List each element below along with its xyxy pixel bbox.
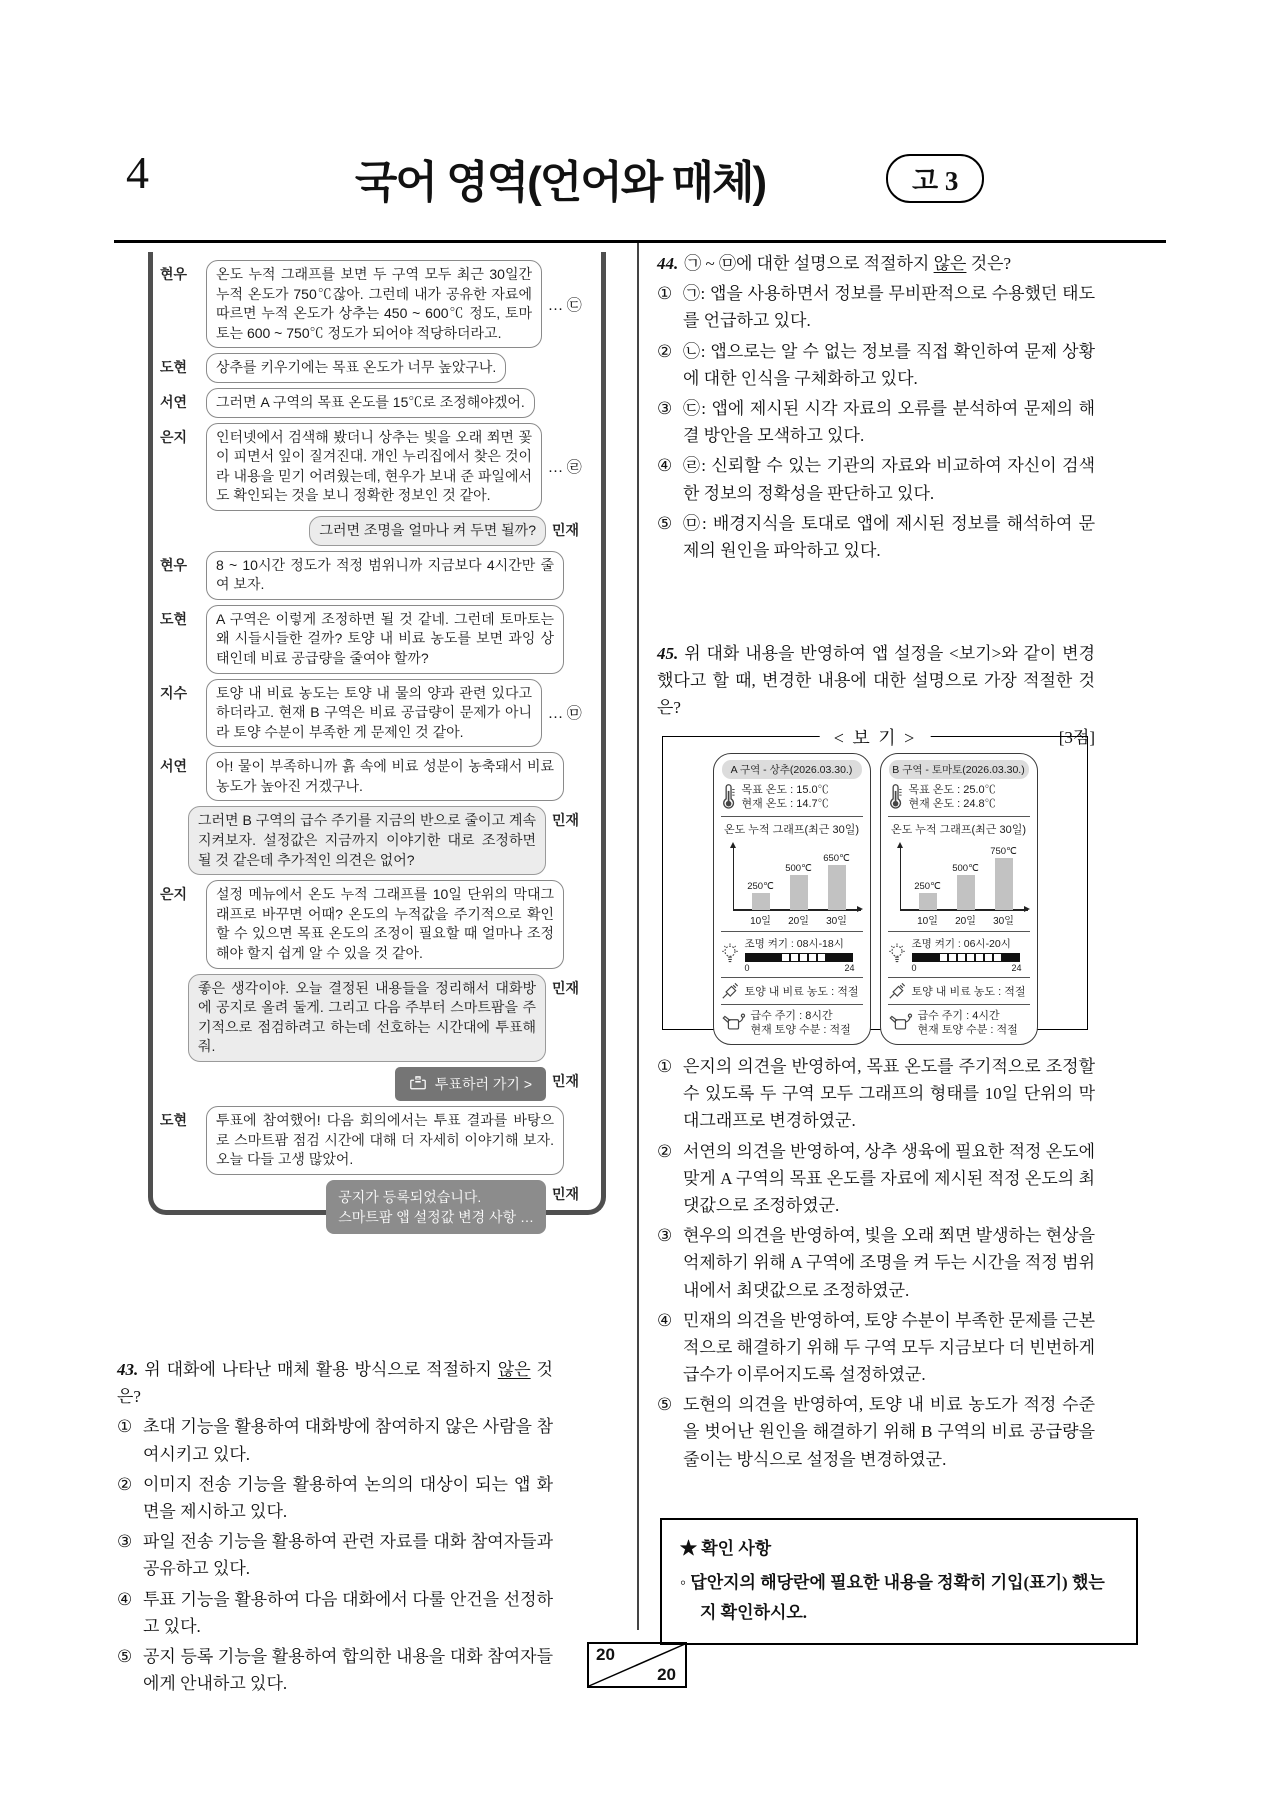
divider — [721, 1004, 863, 1005]
light-schedule: 조명 켜기 : 08시-18시 — [744, 937, 844, 950]
answer-option — [657, 395, 1095, 449]
divider — [888, 931, 1030, 932]
scale-end: 24 — [844, 962, 855, 973]
option-number: ⑤ — [657, 513, 673, 533]
question-number: 43. — [117, 1360, 139, 1379]
syringe-icon — [721, 982, 739, 1000]
light-segment — [921, 953, 930, 962]
sender-label: 현우 — [160, 556, 188, 573]
chat-bubble: 8 ~ 10시간 정도가 적정 범위니까 지금보다 4시간만 줄여 보자. — [206, 551, 564, 600]
chat-message — [160, 260, 596, 348]
light-segment — [790, 953, 799, 962]
chat-message — [160, 423, 596, 511]
light-segment — [781, 953, 790, 962]
current-temp: 현재 온도 : 24.8℃ — [908, 798, 996, 811]
check-box-item: ◦ 답안지의 해당란에 필요한 내용을 정확히 기입(표기) 했는지 확인하시오. — [680, 1572, 1105, 1622]
panel-title: B 구역 - 토마토(2026.03.30.) — [889, 760, 1029, 779]
sender-label: 서연 — [160, 758, 188, 775]
bar-value-label: 250℃ — [747, 880, 774, 892]
bar-category-label: 10일 — [750, 915, 771, 927]
margin-annotation: … ㉢ — [548, 297, 582, 314]
app-panels — [663, 753, 1087, 1045]
thermometer-icon — [721, 784, 736, 810]
bar-value-label: 500℃ — [952, 862, 979, 874]
question-stem — [657, 250, 1095, 277]
bar-category-label: 20일 — [788, 915, 809, 927]
option-number: ⑤ — [117, 1646, 133, 1666]
bar-value-label: 650℃ — [823, 852, 850, 864]
watering-can-icon — [721, 1013, 745, 1032]
chat-bubble: 인터넷에서 검색해 봤더니 상추는 빛을 오래 쬐면 꽃이 피면서 잎이 질겨진대. 개인 누리집에서 찾은 것이라 내용을 믿기 어려웠는데, 현우가 보내 준 파일에서도 확인되는 것을 보니 정확한 정보인 것 같아. — [206, 423, 542, 511]
stem-underline: 않은 — [497, 1360, 531, 1379]
answer-option — [117, 1643, 553, 1697]
sender-label: 민재 — [552, 521, 580, 538]
margin-annotation: … ㉤ — [548, 706, 582, 723]
watering-can-icon — [888, 1013, 912, 1032]
notice-line: 공지가 등록되었습니다. — [338, 1188, 482, 1205]
check-box-title: ★ 확인 사항 — [680, 1539, 772, 1558]
option-number: ③ — [657, 1226, 673, 1246]
option-number: ① — [657, 1057, 673, 1076]
option-number: ④ — [117, 1589, 133, 1609]
notice-banner — [326, 1180, 546, 1235]
light-segment — [754, 953, 763, 962]
chat-message — [160, 974, 596, 1062]
option-text: 투표 기능을 활용하여 다음 대화에서 다룰 안건을 선정하고 있다. — [143, 1589, 553, 1636]
sender-label: 민재 — [552, 979, 580, 996]
page-marker — [587, 1642, 687, 1688]
light-segment — [912, 953, 921, 962]
divider — [721, 931, 863, 932]
column-divider — [637, 243, 639, 1630]
sender-label: 민재 — [552, 1073, 580, 1089]
option-number: ④ — [657, 456, 673, 476]
light-segment — [844, 953, 853, 962]
answer-option — [657, 338, 1095, 392]
app-panel-a — [713, 753, 871, 1045]
target-temp: 목표 온도 : 15.0℃ — [741, 784, 829, 796]
light-segments — [912, 953, 1022, 962]
graph-title: 온도 누적 그래프(최근 30일) — [891, 823, 1026, 836]
check-box — [660, 1518, 1138, 1645]
question-44 — [657, 250, 1095, 564]
bogi-label: < 보 기 > — [820, 724, 931, 750]
sender-label: 은지 — [160, 428, 188, 445]
option-number: ④ — [657, 1310, 673, 1330]
graph-title: 온도 누적 그래프(최근 30일) — [724, 823, 859, 836]
stem-text: 위 대화에 나타난 매체 활용 방식으로 적절하지 — [144, 1360, 498, 1379]
sender-label: 도현 — [160, 610, 188, 627]
light-segment — [975, 953, 984, 962]
chat-message — [160, 388, 596, 418]
light-segment — [948, 953, 957, 962]
question-number: 45. — [657, 644, 679, 663]
light-segment — [799, 953, 808, 962]
chart-bar — [995, 858, 1013, 910]
option-text: 은지의 의견을 반영하여, 목표 온도를 주기적으로 조정할 수 있도록 두 구역 모두 그래프의 형태를 10일 단위의 막대그래프로 변경하였군. — [683, 1057, 1095, 1131]
y-axis — [733, 845, 735, 911]
chat-bubble: 그러면 조명을 얼마나 켜 두면 될까? — [309, 516, 546, 546]
question-stem — [657, 640, 1095, 722]
option-number: ② — [657, 1141, 673, 1161]
option-text: 현우의 의견을 반영하여, 빛을 오래 쬐면 발생하는 현상을 억제하기 위해 A 구역에 조명을 켜 두는 시간을 적정 범위 내에서 최댓값으로 조정하였군. — [683, 1226, 1095, 1300]
option-text: 초대 기능을 활용하여 대화방에 참여하지 않은 사람을 참여시키고 있다. — [143, 1417, 553, 1464]
question-stem — [117, 1356, 553, 1410]
divider — [888, 977, 1030, 978]
target-temp: 목표 온도 : 25.0℃ — [908, 784, 996, 796]
chat-message — [160, 880, 596, 968]
vote-row — [160, 1067, 596, 1101]
fertilizer-status: 토양 내 비료 농도 : 적절 — [911, 985, 1026, 998]
chat-message — [160, 1106, 596, 1175]
panel-title: A 구역 - 상추(2026.03.30.) — [722, 760, 862, 779]
option-text: ㉡: 앱으로는 알 수 없는 정보를 직접 확인하여 문제 상황에 대한 인식을 구체화하고 있다. — [683, 341, 1095, 388]
answer-option — [657, 280, 1095, 334]
header-rule — [114, 240, 1166, 243]
answer-option — [657, 510, 1095, 564]
light-segment — [1011, 953, 1020, 962]
light-segment — [763, 953, 772, 962]
chat-message — [160, 679, 596, 748]
option-text: 공지 등록 기능을 활용하여 합의한 내용을 대화 참여자들에게 안내하고 있다. — [143, 1646, 553, 1694]
chart-bar — [828, 865, 846, 910]
sender-label: 도현 — [160, 359, 188, 376]
bar-value-label: 500℃ — [785, 862, 812, 874]
light-segment — [1002, 953, 1011, 962]
chat-message — [160, 752, 596, 801]
bar-category-label: 30일 — [826, 915, 847, 927]
page-marker-left: 20 — [596, 1645, 615, 1664]
chat-bubble: 아! 물이 부족하니까 흙 속에 비료 성분이 농축돼서 비료 농도가 높아진 거겠구나. — [206, 752, 564, 801]
answer-option — [657, 1138, 1095, 1220]
chart-bar — [957, 875, 975, 910]
chat-message — [160, 605, 596, 674]
chat-bubble: 좋은 생각이야. 오늘 결정된 내용들을 정리해서 대화방에 공지로 올려 둘게. 그리고 다음 주부터 스마트팜을 주기적으로 점검하려고 하는데 선호하는 시간대에 투표해 줘. — [188, 974, 546, 1062]
divider — [721, 977, 863, 978]
chat-message — [160, 516, 596, 546]
chat-bubble: 그러면 A 구역의 목표 온도를 15℃로 조정해야겠어. — [206, 388, 535, 418]
chat-bubble: 온도 누적 그래프를 보면 두 구역 모두 최근 30일간 누적 온도가 750℃잖아. 그런데 내가 공유한 자료에 따르면 누적 온도가 상추는 450 ~ 600℃ 정도, 토마토는 600 ~ 750℃ 정도가 되어야 적당하더라고. — [206, 260, 542, 348]
chat-message — [160, 551, 596, 600]
option-text: ㉣: 신뢰할 수 있는 기관의 자료와 비교하여 자신이 검색한 정보의 정확성을 판단하고 있다. — [683, 456, 1095, 503]
sender-label: 서연 — [160, 393, 188, 410]
stem-text: ㉠ ~ ㉤에 대한 설명으로 적절하지 — [684, 254, 934, 273]
sender-label: 지수 — [160, 684, 188, 701]
answer-option — [117, 1471, 553, 1525]
option-text: 서연의 의견을 반영하여, 상추 생육에 필요한 적정 온도에 맞게 A 구역의 목표 온도를 자료에 제시된 적정 온도의 최댓값으로 조정하였군. — [683, 1141, 1095, 1215]
light-segment — [966, 953, 975, 962]
answer-option — [117, 1528, 553, 1582]
page-marker-right: 20 — [657, 1665, 676, 1684]
notice-line: 스마트팜 앱 설정값 변경 사항 … — [338, 1209, 534, 1226]
option-text: ㉠: 앱을 사용하면서 정보를 무비판적으로 수용했던 태도를 언급하고 있다. — [683, 284, 1095, 331]
stem-text: 것은? — [966, 254, 1012, 273]
option-number: ① — [117, 1417, 133, 1437]
chat-bubble: 토양 내 비료 농도는 토양 내 물의 양과 관련 있다고 하더라고. 현재 B 구역은 비료 공급량이 문제가 아니라 토양 수분이 부족한 게 문제인 것 같아. — [206, 679, 542, 748]
chat-bubble: A 구역은 이렇게 조정하면 될 것 같네. 그런데 토마토는 왜 시들시들한 걸까? 토양 내 비료 농도를 보면 과잉 상태인데 비료 공급량을 줄여야 할까? — [206, 605, 564, 674]
chart-bar — [919, 893, 937, 910]
option-number: ③ — [117, 1532, 133, 1552]
option-text: 도현의 의견을 반영하여, 토양 내 비료 농도가 적정 수준을 벗어난 원인을 해결하기 위해 B 구역의 비료 공급량을 줄이는 방식으로 설정을 변경하였군. — [683, 1395, 1095, 1469]
stem-underline: 않은 — [933, 254, 967, 273]
soil-moisture: 현재 토양 수분 : 적절 — [750, 1023, 851, 1036]
light-segments — [745, 953, 855, 962]
stem-text: 위 대화 내용을 반영하여 앱 설정을 <보기>와 같이 변경했다고 할 때, 변경한 내용에 대한 설명으로 가장 적절한 것은? — [657, 644, 1095, 718]
option-text: 민재의 의견을 반영하여, 토양 수분이 부족한 문제를 근본적으로 해결하기 위해 두 구역 모두 지금보다 더 빈번하게 급수가 이루어지도록 설정하였군. — [683, 1310, 1095, 1385]
chat-window — [148, 252, 606, 1226]
chat-message — [160, 353, 596, 383]
current-temp: 현재 온도 : 14.7℃ — [741, 798, 829, 811]
option-number: ③ — [657, 398, 673, 418]
option-number: ⑤ — [657, 1395, 673, 1415]
scale-end: 24 — [1011, 962, 1022, 973]
sender-label: 현우 — [160, 266, 188, 282]
sender-label: 은지 — [160, 886, 188, 903]
water-cycle: 급수 주기 : 8시간 — [750, 1009, 833, 1022]
bar-value-label: 250℃ — [914, 880, 941, 892]
margin-annotation: … ㉣ — [548, 460, 582, 477]
light-segment — [957, 953, 966, 962]
bar-category-label: 30일 — [993, 915, 1014, 927]
sender-label: 민재 — [552, 1185, 580, 1202]
temp-bar-chart — [896, 839, 1028, 927]
option-text: 이미지 전송 기능을 활용하여 논의의 대상이 되는 앱 화면을 제시하고 있다. — [143, 1474, 553, 1521]
light-segment — [745, 953, 754, 962]
answer-option — [657, 1307, 1095, 1389]
option-text: ㉤: 배경지식을 토대로 앱에 제시된 정보를 해석하여 문제의 원인을 파악하고 있다. — [683, 513, 1095, 560]
light-segment — [984, 953, 993, 962]
page-title: 국어 영역(언어와 매체) — [354, 158, 766, 207]
light-segment — [835, 953, 844, 962]
question-45-options — [657, 1050, 1095, 1473]
light-segment — [808, 953, 817, 962]
chat-bubble: 투표에 참여했어! 다음 회의에서는 투표 결과를 바탕으로 스마트팜 점검 시간에 대해 더 자세히 이야기해 보자. 오늘 다들 고생 많았어. — [206, 1106, 564, 1175]
ballot-icon — [409, 1075, 427, 1093]
option-number: ① — [657, 284, 673, 304]
chat-bubble: 설정 메뉴에서 온도 누적 그래프를 10일 단위의 막대그래프로 바꾸면 어때? 온도의 누적값을 주기적으로 확인할 수 있으면 목표 온도의 조정이 필요할 때 얼마나 조정해야 할지 쉽게 알 수 있을 것 같아. — [206, 880, 564, 968]
bar-category-label: 10일 — [917, 915, 938, 927]
question-points: [3점] — [1058, 727, 1095, 747]
light-segment — [826, 953, 835, 962]
chat-message — [160, 806, 596, 875]
light-segment — [930, 953, 939, 962]
answer-option — [657, 1222, 1095, 1304]
scale-start: 0 — [911, 962, 917, 973]
syringe-icon — [888, 982, 906, 1000]
question-43 — [117, 1356, 553, 1697]
light-schedule: 조명 켜기 : 06시-20시 — [911, 937, 1011, 950]
scale-start: 0 — [744, 962, 750, 973]
temp-bar-chart — [729, 839, 861, 927]
answer-option — [657, 1053, 1095, 1135]
light-segment — [993, 953, 1002, 962]
vote-button[interactable] — [395, 1067, 546, 1101]
chart-bar — [752, 893, 770, 910]
grade-badge: 고 3 — [886, 154, 984, 203]
answer-option — [117, 1413, 553, 1467]
soil-moisture: 현재 토양 수분 : 적절 — [917, 1023, 1018, 1036]
sender-label: 도현 — [160, 1112, 188, 1128]
stem-text: 것은? — [117, 1360, 553, 1407]
option-number: ② — [117, 1474, 133, 1494]
chart-bar — [790, 875, 808, 910]
vote-button-label: 투표하러 가기 > — [434, 1076, 532, 1092]
fertilizer-status: 토양 내 비료 농도 : 적절 — [744, 985, 859, 998]
light-segment — [772, 953, 781, 962]
chat-bubble: 그러면 B 구역의 급수 주기를 지금의 반으로 줄이고 계속 지켜보자. 설정값은 지금까지 이야기한 대로 조정하면 될 것 같은데 추가적인 의견은 없어? — [188, 806, 546, 875]
option-number: ② — [657, 341, 673, 361]
y-axis — [900, 845, 902, 911]
bar-category-label: 20일 — [955, 915, 976, 927]
bulb-icon — [888, 942, 906, 966]
app-panel-b — [880, 753, 1038, 1045]
bar-value-label: 750℃ — [990, 845, 1017, 857]
chat-bubble: 상추를 키우기에는 목표 온도가 너무 높았구나. — [206, 353, 506, 383]
divider — [721, 816, 863, 817]
answer-option — [117, 1586, 553, 1640]
page-number: 4 — [126, 147, 149, 198]
option-text: 파일 전송 기능을 활용하여 관련 자료를 대화 참여자들과 공유하고 있다. — [143, 1532, 553, 1579]
thermometer-icon — [888, 784, 903, 810]
sender-label: 민재 — [552, 812, 580, 829]
water-cycle: 급수 주기 : 4시간 — [917, 1009, 1000, 1022]
notice-row — [160, 1180, 596, 1235]
bulb-icon — [721, 942, 739, 966]
divider — [888, 816, 1030, 817]
divider — [888, 1004, 1030, 1005]
answer-option — [657, 452, 1095, 506]
option-text: ㉢: 앱에 제시된 시각 자료의 오류를 분석하여 문제의 해결 방안을 모색하고 있다. — [683, 398, 1095, 446]
light-segment — [817, 953, 826, 962]
light-segment — [939, 953, 948, 962]
question-number: 44. — [657, 254, 679, 273]
answer-option — [657, 1391, 1095, 1473]
